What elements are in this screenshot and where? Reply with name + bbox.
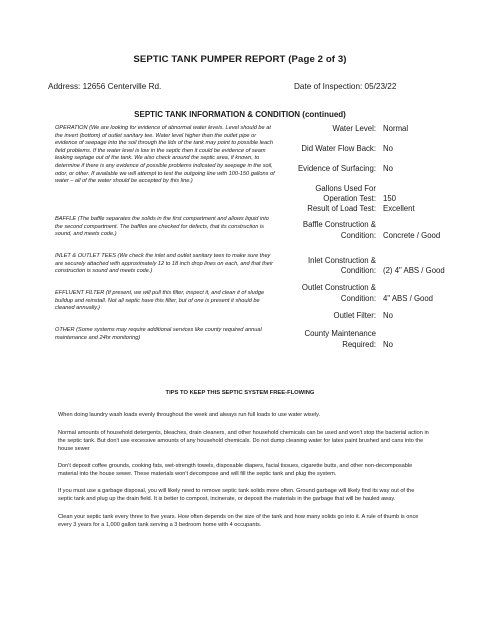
field-label: Gallons Used For — [315, 184, 376, 193]
tip-paragraph: Don't deposit coffee grounds, cooking fats, wet-strength towels, disposable diapers, facial tissues, cigarette butts, and other non-decomposable material into the house sewer. These materials won't decompose and will fill the septic tank and plug the system. — [58, 463, 413, 477]
field-value: No — [383, 340, 393, 349]
baffle-paragraph: BAFFLE (The baffle separates the solids in the first compartment and allows liquid into the second compartment. The baffles are checked for defects, that its construction is sound, and meets code.) — [55, 216, 269, 238]
field-label-continued: Required: — [342, 340, 376, 349]
field-label: Outlet Filter: — [333, 311, 376, 320]
field-value: 150 — [383, 194, 397, 203]
report-title: SEPTIC TANK PUMPER REPORT (Page 2 of 3) — [133, 54, 347, 65]
inlet-outlet-tees-paragraph: INLET & OUTLET TEES (We check the inlet and outlet sanitary tees to make sure they are securely attached with approximately 12 to 18 inch drop lines on each, and that their construction is sound and meets code.) — [55, 253, 273, 275]
field-value: No — [383, 311, 393, 320]
other-paragraph: OTHER (Some systems may require additional services like county required annual maintenance and 24hr monitoring) — [55, 327, 262, 341]
field-label-continued: Condition: — [340, 294, 376, 303]
field-value: Normal — [383, 124, 409, 133]
tip-paragraph: When doing laundry wash loads evenly throughout the week and always run full loads to use water wisely. — [58, 412, 321, 418]
field-label: County Maintenance — [304, 329, 376, 338]
field-value: No — [383, 144, 393, 153]
section-title: SEPTIC TANK INFORMATION & CONDITION (continued) — [134, 110, 346, 119]
field-label: Water Level: — [332, 124, 376, 133]
field-label-continued: Condition: — [340, 266, 376, 275]
tip-paragraph: Clean your septic tank every three to five years. How often depends on the size of the tank and how many solids go into it. A rule of thumb is once every 3 years for a 1,000 gallon tank serving a 3 bedroom home with 4 occupants. — [58, 514, 419, 528]
field-label-continued: Operation Test: — [323, 194, 376, 203]
field-label: Result of Load Test: — [307, 204, 376, 213]
field-value: 4" ABS / Good — [383, 294, 434, 303]
field-value: Excellent — [383, 204, 415, 213]
field-label-continued: Condition: — [340, 231, 376, 240]
field-label: Baffle Construction & — [302, 220, 376, 229]
field-value: Concrete / Good — [383, 231, 441, 240]
field-value: (2) 4" ABS / Good — [383, 266, 445, 275]
field-label: Did Water Flow Back: — [301, 144, 376, 153]
field-label: Evidence of Surfacing: — [297, 164, 376, 173]
address: Address: 12656 Centerville Rd. — [48, 82, 162, 91]
field-label: Inlet Construction & — [307, 256, 376, 265]
tip-paragraph: If you must use a garbage disposal, you will likely need to remove septic tank solids more often. Ground garbage will likely find its way out of the septic tank and plug up the drain field. It is better to compost, incinerate, or deposit the materials in the garbage that will be hauled away. — [58, 488, 415, 502]
tip-paragraph: Normal amounts of household detergents, bleaches, drain cleaners, and other household chemicals can be used and won't stop the bacterial action in the septic tank. But don't use excessive amounts of any household chemicals. Do not dump cleaning water for latex paint brushed and cans into the house sewer — [58, 430, 429, 452]
inspection-date: Date of Inspection: 05/23/22 — [294, 82, 397, 91]
field-label: Outlet Construction & — [301, 283, 376, 292]
field-value: No — [383, 164, 393, 173]
operation-paragraph: OPERATION (We are looking for evidence of abnormal water levels. Level should be at the invert (bottom) of outlet sanitary tee. Water level higher than the outlet pipe or evidence of seepage into the soil through the lids of the tank may point to possible leach field problems. If the water level is low in the septic then it could be evidence of seam leaking septage out of the tank. We also check around the septic area, if known, to determine if there is any evidence of possible problems indicated by seepage in the soil, odor, or other. If available we will attempt to test the outgoing line with 100-150 gallons of water – all of the water should be accepted by this line.) — [55, 125, 275, 185]
effluent-filter-paragraph: EFFLUENT FILTER (If present, we will pull this filter, inspect it, and clean it of sludge buildup and reinstall. Not all septic have this filter, but of one is present it should be cleaned annually.) — [55, 290, 265, 312]
tips-title: TIPS TO KEEP THIS SEPTIC SYSTEM FREE-FLOWING — [165, 390, 315, 396]
